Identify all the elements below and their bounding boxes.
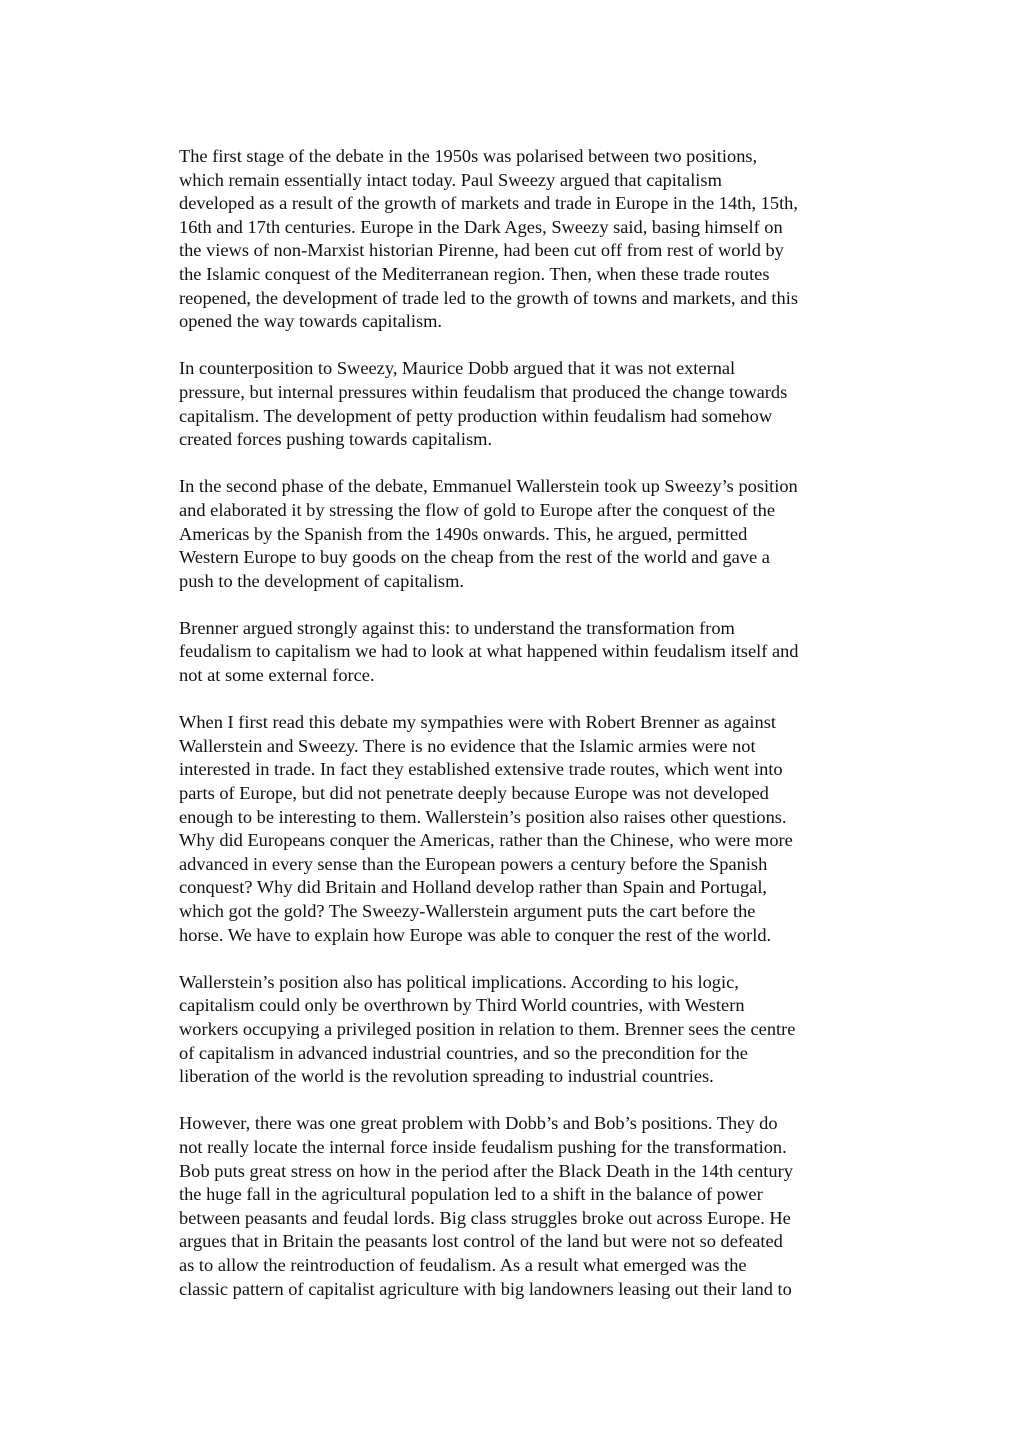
text-line: horse. We have to explain how Europe was able to conquer the rest of the world. bbox=[179, 924, 772, 945]
paragraph bbox=[179, 617, 899, 688]
text-line: not really locate the internal force inside feudalism pushing for the transformation. bbox=[179, 1136, 787, 1157]
text-line: argues that in Britain the peasants lost control of the land but were not so defeated bbox=[179, 1231, 783, 1252]
text-line: Americas by the Spanish from the 1490s onwards. This, he argued, permitted bbox=[179, 523, 748, 544]
text-line: workers occupying a privileged position in relation to them. Brenner sees the centre bbox=[179, 1018, 796, 1039]
text-line: reopened, the development of trade led to the growth of towns and markets, and this bbox=[179, 287, 798, 308]
text-line: the huge fall in the agricultural population led to a shift in the balance of power bbox=[179, 1184, 763, 1205]
text-line: pressure, but internal pressures within feudalism that produced the change towards bbox=[179, 381, 788, 402]
text-line: 16th and 17th centuries. Europe in the Dark Ages, Sweezy said, basing himself on bbox=[179, 216, 783, 237]
paragraph bbox=[179, 1112, 899, 1301]
text-line: advanced in every sense than the European powers a century before the Spanish bbox=[179, 853, 768, 874]
text-line: developed as a result of the growth of markets and trade in Europe in the 14th, 15th, bbox=[179, 193, 798, 214]
text-line: which remain essentially intact today. Paul Sweezy argued that capitalism bbox=[179, 169, 722, 190]
text-line: Wallerstein’s position also has political implications. According to his logic, bbox=[179, 971, 739, 992]
text-line: enough to be interesting to them. Wallerstein’s position also raises other questions. bbox=[179, 806, 787, 827]
text-line: Bob puts great stress on how in the period after the Black Death in the 14th century bbox=[179, 1160, 793, 1181]
text-line: Brenner argued strongly against this: to understand the transformation from bbox=[179, 617, 735, 638]
text-line: push to the development of capitalism. bbox=[179, 570, 464, 591]
text-line: capitalism could only be overthrown by Third World countries, with Western bbox=[179, 995, 745, 1016]
text-line: Why did Europeans conquer the Americas, rather than the Chinese, who were more bbox=[179, 830, 793, 851]
document-body bbox=[179, 145, 899, 1325]
text-line: opened the way towards capitalism. bbox=[179, 311, 443, 332]
text-line: between peasants and feudal lords. Big class struggles broke out across Europe. He bbox=[179, 1207, 791, 1228]
text-line: When I first read this debate my sympathies were with Robert Brenner as against bbox=[179, 712, 777, 733]
paragraph bbox=[179, 475, 899, 593]
text-line: as to allow the reintroduction of feudalism. As a result what emerged was the bbox=[179, 1254, 747, 1275]
text-line: which got the gold? The Sweezy-Wallerstein argument puts the cart before the bbox=[179, 901, 756, 921]
text-line: Western Europe to buy goods on the cheap from the rest of the world and gave a bbox=[179, 547, 770, 568]
text-line: classic pattern of capitalist agriculture with big landowners leasing out their land to bbox=[179, 1278, 792, 1299]
text-line: the views of non-Marxist historian Pirenne, had been cut off from rest of world by bbox=[179, 240, 784, 261]
text-line: conquest? Why did Britain and Holland develop rather than Spain and Portugal, bbox=[179, 877, 768, 898]
text-line: liberation of the world is the revolution spreading to industrial countries. bbox=[179, 1066, 714, 1087]
text-line: parts of Europe, but did not penetrate deeply because Europe was not developed bbox=[179, 783, 769, 804]
text-line: of capitalism in advanced industrial countries, and so the precondition for the bbox=[179, 1042, 748, 1063]
text-line: Wallerstein and Sweezy. There is no evidence that the Islamic armies were not bbox=[179, 735, 756, 756]
text-line: capitalism. The development of petty production within feudalism had somehow bbox=[179, 405, 773, 426]
paragraph bbox=[179, 357, 899, 451]
paragraph bbox=[179, 711, 899, 947]
text-line: feudalism to capitalism we had to look at what happened within feudalism itself and bbox=[179, 641, 799, 662]
paragraph bbox=[179, 971, 899, 1089]
text-line: the Islamic conquest of the Mediterranean region. Then, when these trade routes bbox=[179, 263, 770, 284]
text-line: The first stage of the debate in the 1950s was polarised between two positions, bbox=[179, 146, 758, 166]
text-line: In the second phase of the debate, Emmanuel Wallerstein took up Sweezy’s position bbox=[179, 476, 798, 497]
text-line: not at some external force. bbox=[179, 665, 375, 686]
text-line: interested in trade. In fact they established extensive trade routes, which went into bbox=[179, 759, 783, 780]
text-line: created forces pushing towards capitalism. bbox=[179, 429, 493, 450]
text-line: and elaborated it by stressing the flow of gold to Europe after the conquest of the bbox=[179, 499, 775, 520]
paragraph bbox=[179, 145, 899, 334]
text-line: However, there was one great problem with Dobb’s and Bob’s positions. They do bbox=[179, 1113, 778, 1134]
text-line: In counterposition to Sweezy, Maurice Dobb argued that it was not external bbox=[179, 358, 736, 379]
